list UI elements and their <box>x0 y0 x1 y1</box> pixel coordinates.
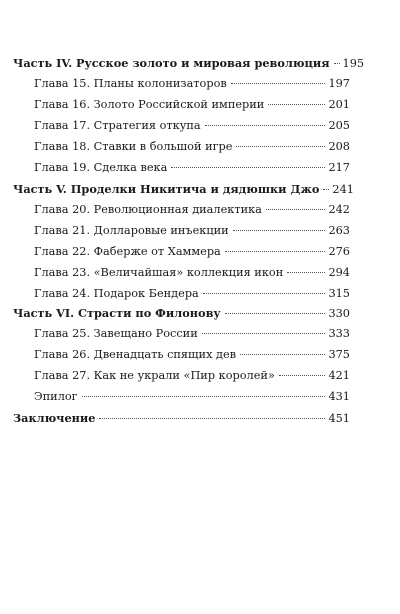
dot-leader <box>266 209 326 210</box>
toc-page-number: 330 <box>328 307 350 320</box>
toc-page-number: 375 <box>328 348 350 361</box>
toc-chapter-entry <box>34 98 350 112</box>
toc-part-heading <box>13 182 354 197</box>
dot-leader <box>240 354 325 355</box>
toc-chapter-title: Глава 18. Ставки в большой игре <box>34 140 233 153</box>
toc-chapter-entry <box>34 77 350 91</box>
toc-page-number: 451 <box>328 412 350 425</box>
dot-leader <box>231 83 326 84</box>
toc-chapter-entry <box>34 266 350 280</box>
toc-chapter-title: Глава 24. Подарок Бендера <box>34 287 199 300</box>
toc-chapter-title: Эпилог <box>34 390 78 403</box>
toc-chapter-entry <box>34 348 350 362</box>
dot-leader <box>205 125 326 126</box>
toc-page-number: 208 <box>328 140 350 153</box>
toc-chapter-entry <box>34 245 350 259</box>
toc-part-title: Часть V. Проделки Никитича и дядюшки Джо <box>13 182 320 196</box>
toc-part-title: Часть VI. Страсти по Филонову <box>13 306 221 320</box>
toc-page-number: 431 <box>328 390 350 403</box>
toc-chapter-entry <box>34 119 350 133</box>
toc-page-number: 242 <box>328 203 350 216</box>
dot-leader <box>225 251 326 252</box>
toc-chapter-title: Глава 25. Завещано России <box>34 327 198 340</box>
toc-chapter-entry <box>34 369 350 383</box>
toc-page-number: 195 <box>342 57 365 70</box>
dot-leader <box>279 375 326 376</box>
toc-conclusion <box>13 411 350 426</box>
dot-leader <box>334 63 340 64</box>
dot-leader <box>82 396 326 397</box>
toc-page-number: 333 <box>328 327 350 340</box>
dot-leader <box>99 418 325 419</box>
toc-chapter-title: Глава 16. Золото Российской империи <box>34 98 265 111</box>
dot-leader <box>202 333 326 334</box>
toc-chapter-title: Глава 22. Фаберже от Хаммера <box>34 245 221 258</box>
toc-chapter-title: Глава 27. Как не украли «Пир королей» <box>34 369 275 382</box>
toc-page-number: 217 <box>328 161 350 174</box>
dot-leader <box>203 293 326 294</box>
dot-leader <box>233 230 326 231</box>
toc-chapter-title: Глава 17. Стратегия откупа <box>34 119 201 132</box>
dot-leader <box>323 189 329 190</box>
toc-part-heading <box>13 306 350 321</box>
toc-page-number: 263 <box>328 224 350 237</box>
toc-page-number: 241 <box>332 183 354 196</box>
dot-leader <box>225 313 326 314</box>
toc-part-title: Часть IV. Русское золото и мировая революция <box>13 56 330 70</box>
toc-part-heading <box>13 56 365 71</box>
toc-chapter-title: Глава 21. Долларовые инъекции <box>34 224 229 237</box>
toc-page-number: 197 <box>328 77 350 90</box>
toc-page-number: 315 <box>328 287 350 300</box>
toc-page-number: 276 <box>328 245 350 258</box>
dot-leader <box>171 167 325 168</box>
toc-page-number: 421 <box>328 369 350 382</box>
toc-chapter-entry <box>34 161 350 175</box>
dot-leader <box>236 146 325 147</box>
toc-page-number: 201 <box>328 98 350 111</box>
toc-chapter-title: Глава 19. Сделка века <box>34 161 168 174</box>
toc-chapter-entry <box>34 327 350 341</box>
toc-chapter-entry <box>34 287 350 301</box>
toc-chapter-title: Глава 23. «Величайшая» коллекция икон <box>34 266 284 279</box>
toc-chapter-entry <box>34 390 350 404</box>
toc-chapter-entry <box>34 224 350 238</box>
toc-conclusion-title: Заключение <box>13 411 96 425</box>
toc-chapter-entry <box>34 203 350 217</box>
toc-chapter-title: Глава 15. Планы колонизаторов <box>34 77 227 90</box>
toc-chapter-title: Глава 26. Двенадцать спящих дев <box>34 348 237 361</box>
toc-page-number: 205 <box>328 119 350 132</box>
toc-chapter-entry <box>34 140 350 154</box>
dot-leader <box>268 104 325 105</box>
toc-chapter-title: Глава 20. Революционная диалектика <box>34 203 262 216</box>
dot-leader <box>287 272 325 273</box>
toc-page-number: 294 <box>328 266 350 279</box>
